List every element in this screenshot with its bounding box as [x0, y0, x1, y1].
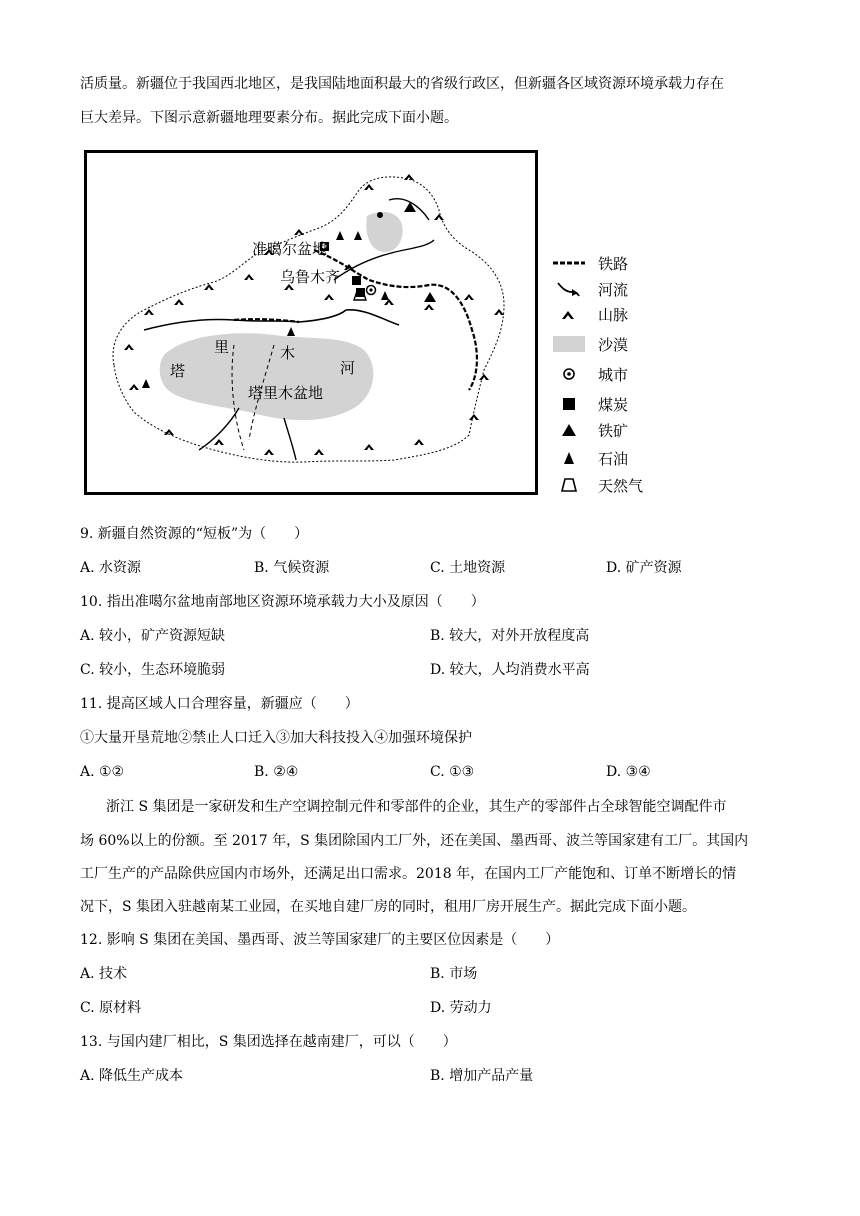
q9-option-d[interactable]: D. 矿产资源 — [606, 560, 682, 576]
question-11-stem: 11. 提高区域人口合理容量，新疆应（ ） — [80, 696, 359, 712]
iron-icon — [552, 419, 586, 441]
river-s — [284, 418, 296, 460]
coal-marker-2 — [352, 276, 361, 285]
q10-option-d[interactable]: D. 较大，人均消费水平高 — [430, 662, 590, 678]
mountain-icon — [552, 303, 586, 325]
oil-marker-2 — [354, 231, 362, 240]
legend-label: 煤炭 — [598, 395, 629, 414]
legend-item-oil — [552, 447, 628, 469]
label-river-he: 河 — [340, 359, 356, 377]
q12-option-c[interactable]: C. 原材料 — [80, 1000, 142, 1016]
oil-marker-3 — [381, 291, 389, 300]
gas-icon — [552, 474, 586, 496]
oil-marker-5 — [142, 379, 150, 388]
passage2-line-3: 工厂生产的产品除供应国内市场外，还满足出口需求。2018 年，在国内工厂产能饱和、订单不断增长的情 — [80, 866, 737, 882]
legend-item-coal — [552, 393, 628, 415]
question-9-stem: 9. 新疆自然资源的“短板”为（ ） — [80, 526, 309, 542]
passage2-line-4: 况下，S 集团入驻越南某工业园，在买地自建厂房的同时，租用厂房开展生产。据此完成下面小题。 — [80, 899, 697, 915]
legend-label: 沙漠 — [598, 335, 629, 354]
question-10-stem: 10. 指出准噶尔盆地南部地区资源环境承载力大小及原因（ ） — [80, 594, 485, 610]
map-drawing — [84, 150, 538, 495]
iron-marker — [404, 202, 416, 212]
legend-item-city — [552, 363, 628, 385]
q13-option-b[interactable]: B. 增加产品产量 — [430, 1068, 534, 1084]
legend-label: 天然气 — [598, 476, 644, 495]
river-east — [346, 310, 399, 325]
oil-marker — [336, 231, 344, 240]
q11-option-c[interactable]: C. ①③ — [430, 764, 475, 780]
label-urumqi: 乌鲁木齐 — [280, 268, 341, 286]
q9-option-c[interactable]: C. 土地资源 — [430, 560, 506, 576]
legend-label: 城市 — [598, 365, 629, 384]
q9-option-b[interactable]: B. 气候资源 — [254, 560, 330, 576]
legend-label: 石油 — [598, 449, 629, 468]
q13-option-a[interactable]: A. 降低生产成本 — [80, 1068, 184, 1084]
q12-option-b[interactable]: B. 市场 — [430, 966, 478, 982]
label-junggar-basin: 准噶尔盆地 — [252, 240, 328, 258]
q10-option-b[interactable]: B. 较大，对外开放程度高 — [430, 628, 590, 644]
intro-line-2: 巨大差异。下图示意新疆地理要素分布。据此完成下面小题。 — [80, 110, 458, 126]
label-river-mu: 木 — [280, 344, 296, 362]
coal-icon — [552, 393, 586, 415]
iron-marker-2 — [424, 292, 436, 302]
q9-option-a[interactable]: A. 水资源 — [80, 560, 142, 576]
question-12-stem: 12. 影响 S 集团在美国、墨西哥、波兰等国家建厂的主要区位因素是（ ） — [80, 932, 560, 948]
legend-label: 铁矿 — [598, 421, 629, 440]
q12-option-d[interactable]: D. 劳动力 — [430, 1000, 492, 1016]
legend-item-iron — [552, 419, 628, 441]
legend-label: 山脉 — [598, 305, 629, 324]
gurbantunggut-desert — [366, 212, 402, 252]
oil-marker-4 — [287, 327, 295, 336]
legend-label: 河流 — [598, 280, 629, 299]
city-icon — [552, 363, 586, 385]
oil-icon — [552, 447, 586, 469]
label-river-li: 里 — [214, 338, 230, 356]
question-11-choices: ①大量开垦荒地②禁止人口迁入③加大科技投入④加强环境保护 — [80, 730, 472, 746]
desert-icon — [552, 333, 586, 355]
question-13-stem: 13. 与国内建厂相比，S 集团选择在越南建厂，可以（ ） — [80, 1034, 457, 1050]
legend-item-river — [552, 278, 628, 300]
q12-option-a[interactable]: A. 技术 — [80, 966, 128, 982]
q10-option-a[interactable]: A. 较小，矿产资源短缺 — [80, 628, 226, 644]
intro-line-1: 活质量。新疆位于我国西北地区，是我国陆地面积最大的省级行政区，但新疆各区域资源环境承载力存在 — [80, 76, 724, 92]
river-icon — [552, 278, 586, 300]
passage2-line-1: 浙江 S 集团是一家研发和生产空调控制元件和零部件的企业，其生产的零部件占全球智能空调配件市 — [106, 799, 727, 815]
railway-icon — [552, 252, 586, 274]
river-sw — [199, 408, 239, 450]
city-marker-north — [377, 212, 383, 218]
q11-option-d[interactable]: D. ③④ — [606, 764, 651, 780]
q11-option-a[interactable]: A. ①② — [80, 764, 125, 780]
legend-item-desert — [552, 333, 628, 355]
label-river-ta: 塔 — [170, 362, 186, 380]
q11-option-b[interactable]: B. ②④ — [254, 764, 299, 780]
passage2-line-2: 场 60%以上的份额。至 2017 年，S 集团除国内工厂外，还在美国、墨西哥、波兰等国家建有工厂。其国内 — [80, 833, 749, 849]
legend-item-mountain — [552, 303, 628, 325]
legend-item-gas — [552, 474, 643, 496]
q10-option-c[interactable]: C. 较小，生态环境脆弱 — [80, 662, 226, 678]
xinjiang-map — [84, 150, 538, 495]
label-tarim-basin: 塔里木盆地 — [248, 384, 324, 402]
legend-item-railway — [552, 252, 628, 274]
legend-label: 铁路 — [598, 254, 629, 273]
